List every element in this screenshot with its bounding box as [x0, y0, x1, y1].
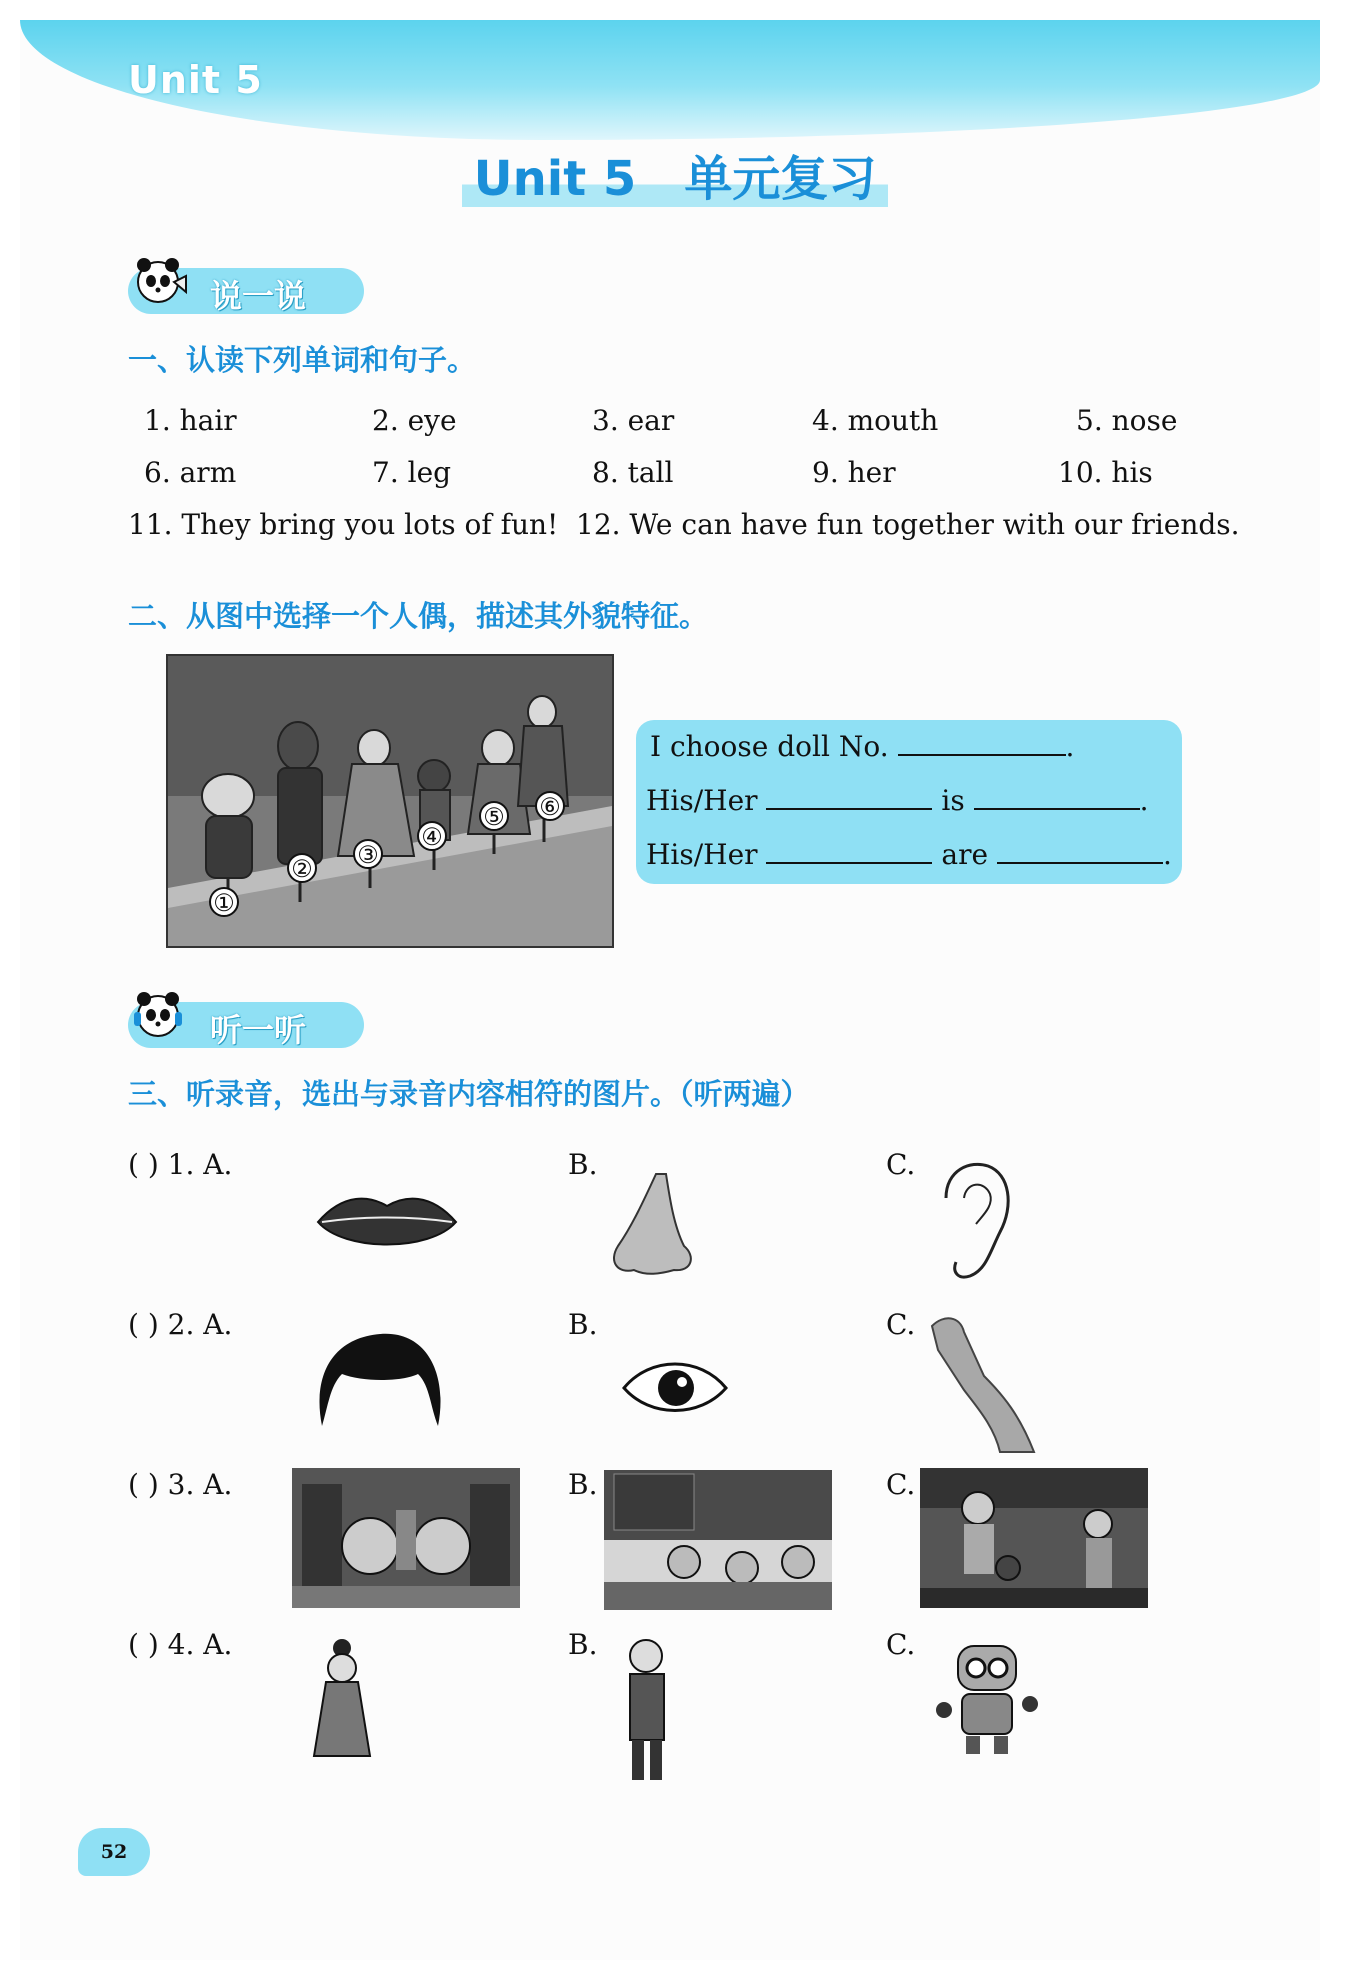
feature-blank-2[interactable] [766, 838, 932, 864]
question-1-option-b: B. [568, 1148, 598, 1181]
word-item: 8. tall [592, 456, 674, 489]
feature-blank-1[interactable] [766, 784, 932, 810]
section-tab-listen [128, 1002, 364, 1048]
question-4-option-c: C. [886, 1628, 916, 1661]
word-item: 3. ear [592, 404, 675, 437]
ear-icon[interactable] [930, 1158, 1016, 1282]
fill-line-3-mid: are [941, 838, 989, 871]
question-2-prefix: ( ) 2. A. [128, 1308, 233, 1341]
question-1-prefix: ( ) 1. A. [128, 1148, 233, 1181]
question-3-option-b: B. [568, 1468, 598, 1501]
basketball-picture[interactable] [920, 1468, 1148, 1608]
word-item: 1. hair [144, 404, 237, 437]
arm-icon[interactable] [924, 1306, 1044, 1456]
mouth-icon[interactable] [314, 1186, 460, 1258]
fill-line-3-end: . [1162, 838, 1172, 871]
girl-puppet-picture[interactable] [300, 1638, 384, 1764]
classroom-picture[interactable] [604, 1470, 832, 1610]
page-title [0, 140, 1350, 209]
fill-line-2 [646, 784, 1149, 817]
question-2-option-c: C. [886, 1308, 916, 1341]
panda-megaphone-icon [134, 252, 188, 312]
puppet-scene-image [168, 656, 612, 946]
question-1-option-c: C. [886, 1148, 916, 1181]
puppet-photo [166, 654, 614, 948]
section-tab-speak [128, 268, 364, 314]
fill-line-1-end: . [1065, 730, 1075, 763]
fill-line-2-end: . [1139, 784, 1149, 817]
word-item: 5. nose [1076, 404, 1178, 437]
doll-number-4: ④ [421, 823, 443, 851]
word-item: 10. his [1058, 456, 1153, 489]
eye-icon[interactable] [620, 1352, 730, 1422]
panda-headphones-icon [134, 986, 188, 1046]
question-3-prefix: ( ) 3. A. [128, 1468, 233, 1501]
question-3-option-c: C. [886, 1468, 916, 1501]
question-4-prefix: ( ) 4. A. [128, 1628, 233, 1661]
section-tab-speak-label: 说一说 [210, 277, 307, 315]
fill-line-3-start: His/Her [646, 838, 758, 871]
section-tab-listen-label: 听一听 [210, 1011, 307, 1049]
doll-number-1: ① [213, 889, 235, 917]
boy-puppet-picture[interactable] [606, 1636, 688, 1784]
robot-picture[interactable] [932, 1640, 1042, 1758]
question-4-option-b: B. [568, 1628, 598, 1661]
doll-number-3: ③ [357, 841, 379, 869]
unit-tag: Unit 5 [128, 58, 263, 102]
fill-line-1 [650, 730, 1074, 763]
page-number: 52 [78, 1828, 150, 1876]
fill-line-3 [646, 838, 1172, 871]
page-title-text: Unit 5 单元复习 [462, 151, 889, 207]
doll-number-2: ② [291, 855, 313, 883]
fill-line-1-start: I choose doll No. [650, 730, 889, 763]
part3-heading: 三、听录音，选出与录音内容相符的图片。（听两遍） [128, 1077, 810, 1111]
word-item: 4. mouth [812, 404, 939, 437]
word-item: 9. her [812, 456, 896, 489]
part2-heading: 二、从图中选择一个人偶，描述其外貌特征。 [128, 599, 709, 633]
hair-icon[interactable] [312, 1326, 448, 1438]
nose-icon[interactable] [604, 1170, 700, 1280]
word-item: 2. eye [372, 404, 457, 437]
word-item: 7. leg [372, 456, 452, 489]
puppet-show-picture[interactable] [292, 1468, 520, 1608]
description-blank-2[interactable] [997, 838, 1163, 864]
doll-number-6: ⑥ [539, 793, 561, 821]
doll-number-blank[interactable] [898, 730, 1066, 756]
word-item: 6. arm [144, 456, 237, 489]
description-blank-1[interactable] [974, 784, 1140, 810]
sentence-item: 12. We can have fun together with our friends. [576, 508, 1240, 541]
question-2-option-b: B. [568, 1308, 598, 1341]
fill-line-2-mid: is [941, 784, 965, 817]
sentence-item: 11. They bring you lots of fun! [128, 508, 559, 541]
doll-number-5: ⑤ [483, 803, 505, 831]
fill-line-2-start: His/Her [646, 784, 758, 817]
part1-heading: 一、认读下列单词和句子。 [128, 343, 477, 377]
